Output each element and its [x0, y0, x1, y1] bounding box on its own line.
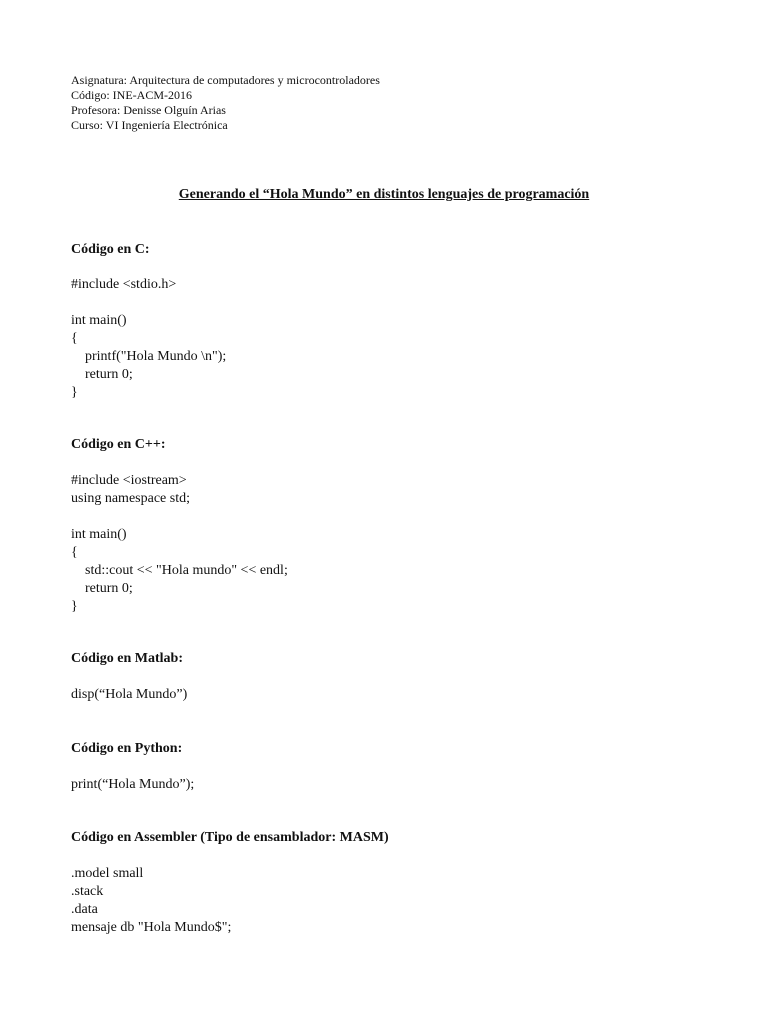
code-line: #include <stdio.h> [71, 277, 177, 292]
code-line: mensaje db "Hola Mundo$"; [71, 920, 232, 935]
code-line: } [71, 385, 78, 400]
code-line: .data [71, 902, 98, 917]
code-line: int main() [71, 313, 127, 328]
code-line: return 0; [71, 581, 133, 596]
header-curso: Curso: VI Ingeniería Electrónica [71, 118, 228, 132]
section-title-cpp: Código en C++: [71, 437, 166, 452]
document-title: Generando el “Hola Mundo” en distintos lenguajes de programación [178, 187, 590, 202]
section-title-matlab: Código en Matlab: [71, 651, 183, 666]
code-line: printf("Hola Mundo \n"); [71, 349, 227, 364]
section-title-assembler: Código en Assembler (Tipo de ensamblador: MASM) [71, 830, 389, 845]
code-line: int main() [71, 527, 127, 542]
code-line: std::cout << "Hola mundo" << endl; [71, 563, 288, 578]
code-line: disp(“Hola Mundo”) [71, 687, 188, 702]
code-line: using namespace std; [71, 491, 190, 506]
course-header [71, 73, 380, 133]
code-line: #include <iostream> [71, 473, 187, 488]
code-line: .model small [71, 866, 144, 881]
code-line: .stack [71, 884, 104, 899]
code-line: { [71, 545, 78, 560]
code-line: } [71, 599, 78, 614]
section-title-python: Código en Python: [71, 741, 183, 756]
header-codigo: Código: INE-ACM-2016 [71, 88, 192, 102]
header-asignatura: Asignatura: Arquitectura de computadores y microcontroladores [71, 73, 380, 87]
section-title-c: Código en C: [71, 242, 150, 257]
header-profesora: Profesora: Denisse Olguín Arias [71, 103, 226, 117]
code-line: return 0; [71, 367, 133, 382]
code-line: print(“Hola Mundo”); [71, 777, 195, 792]
code-line: { [71, 331, 78, 346]
